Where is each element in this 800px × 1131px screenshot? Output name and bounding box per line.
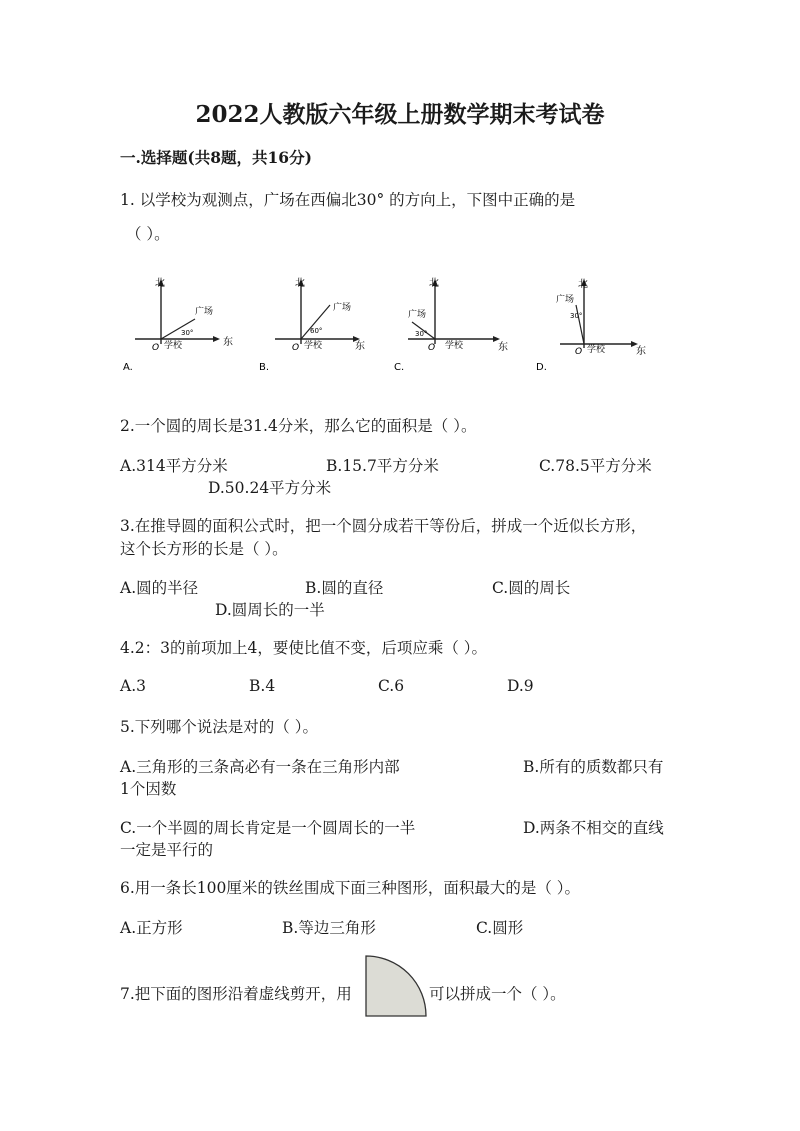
square-label: 广场 xyxy=(195,307,214,317)
q3-option-a: A.圆的半径 xyxy=(120,579,199,597)
q3-option-c: C.圆的周长 xyxy=(492,579,571,597)
school-label: 学校 xyxy=(445,341,464,351)
question-1-text: 1. 以学校为观测点，广场在西偏北30° 的方向上，下图中正确的是 xyxy=(120,191,576,209)
north-label: 北 xyxy=(578,279,588,290)
question-7-text-before: 7.把下面的图形沿着虚线剪开，用 xyxy=(120,985,352,1003)
q5-option-d: D.两条不相交的直线 xyxy=(523,819,664,837)
school-label: 学校 xyxy=(304,341,323,351)
q3-option-b: B.圆的直径 xyxy=(305,579,384,597)
figure-c xyxy=(390,272,530,372)
q4-option-d: D.9 xyxy=(507,677,534,695)
school-label: 学校 xyxy=(587,345,606,355)
question-3-line2: 这个长方形的长是（ ）。 xyxy=(120,540,288,558)
q4-option-c: C.6 xyxy=(378,677,405,695)
north-label: 北 xyxy=(155,278,165,289)
angle-label: 30° xyxy=(570,312,583,320)
north-label: 北 xyxy=(295,278,305,289)
page-title: 2022人教版六年级上册数学期末考试卷 xyxy=(195,101,605,128)
q3-option-d: D.圆周长的一半 xyxy=(215,601,325,619)
q6-option-c: C.圆形 xyxy=(476,919,524,937)
q4-option-a: A.3 xyxy=(120,677,146,695)
origin-label: O xyxy=(152,343,160,353)
option-letter: B. xyxy=(259,362,270,372)
question-1-blank: （ ）。 xyxy=(126,225,170,243)
option-letter: D. xyxy=(536,362,547,372)
q5-option-b-cont: 1个因数 xyxy=(120,780,177,798)
question-3-line1: 3.在推导圆的面积公式时，把一个圆分成若干等份后，拼成一个近似长方形， xyxy=(120,517,647,535)
east-label: 东 xyxy=(355,341,365,352)
q4-option-b: B.4 xyxy=(249,677,276,695)
angle-label: 60° xyxy=(310,327,323,335)
question-7-text-after: 可以拼成一个（ ）。 xyxy=(429,985,566,1003)
q6-option-a: A.正方形 xyxy=(120,919,183,937)
school-label: 学校 xyxy=(164,341,183,351)
q2-option-c: C.78.5平方分米 xyxy=(539,457,652,475)
section-heading: 一.选择题(共8题，共16分) xyxy=(120,148,312,167)
q6-option-b: B.等边三角形 xyxy=(282,919,376,937)
question-6-text: 6.用一条长100厘米的铁丝围成下面三种图形，面积最大的是（ ）。 xyxy=(120,879,581,897)
angle-label: 30° xyxy=(415,330,428,338)
option-letter: A. xyxy=(123,362,133,372)
square-label: 广场 xyxy=(408,310,427,320)
figure-d xyxy=(530,272,670,372)
east-label: 东 xyxy=(223,337,233,348)
question-4-text: 4.2：3的前项加上4，要使比值不变，后项应乘（ ）。 xyxy=(120,639,488,657)
q5-option-d-cont: 一定是平行的 xyxy=(120,841,214,859)
origin-label: O xyxy=(575,347,583,357)
east-label: 东 xyxy=(498,342,508,353)
square-label: 广场 xyxy=(556,295,575,305)
question-5-text: 5.下列哪个说法是对的（ ）。 xyxy=(120,718,318,736)
q5-option-a: A.三角形的三条高必有一条在三角形内部 xyxy=(120,758,400,776)
north-label: 北 xyxy=(429,278,439,289)
origin-label: O xyxy=(428,343,436,353)
q5-option-c: C.一个半圆的周长肯定是一个圆周长的一半 xyxy=(120,819,416,837)
q2-option-d: D.50.24平方分米 xyxy=(208,479,332,497)
q5-option-b: B.所有的质数都只有 xyxy=(523,758,664,776)
angle-label: 30° xyxy=(181,329,194,337)
q2-option-a: A.314平方分米 xyxy=(120,457,228,475)
option-letter: C. xyxy=(394,362,405,372)
question-2-text: 2.一个圆的周长是31.4分米，那么它的面积是（ ）。 xyxy=(120,417,477,435)
quarter-circle-figure xyxy=(364,954,428,1018)
figure-b xyxy=(255,272,395,372)
q2-option-b: B.15.7平方分米 xyxy=(326,457,439,475)
east-label: 东 xyxy=(636,346,646,357)
square-label: 广场 xyxy=(333,303,352,313)
origin-label: O xyxy=(292,343,300,353)
figure-a xyxy=(115,272,255,372)
